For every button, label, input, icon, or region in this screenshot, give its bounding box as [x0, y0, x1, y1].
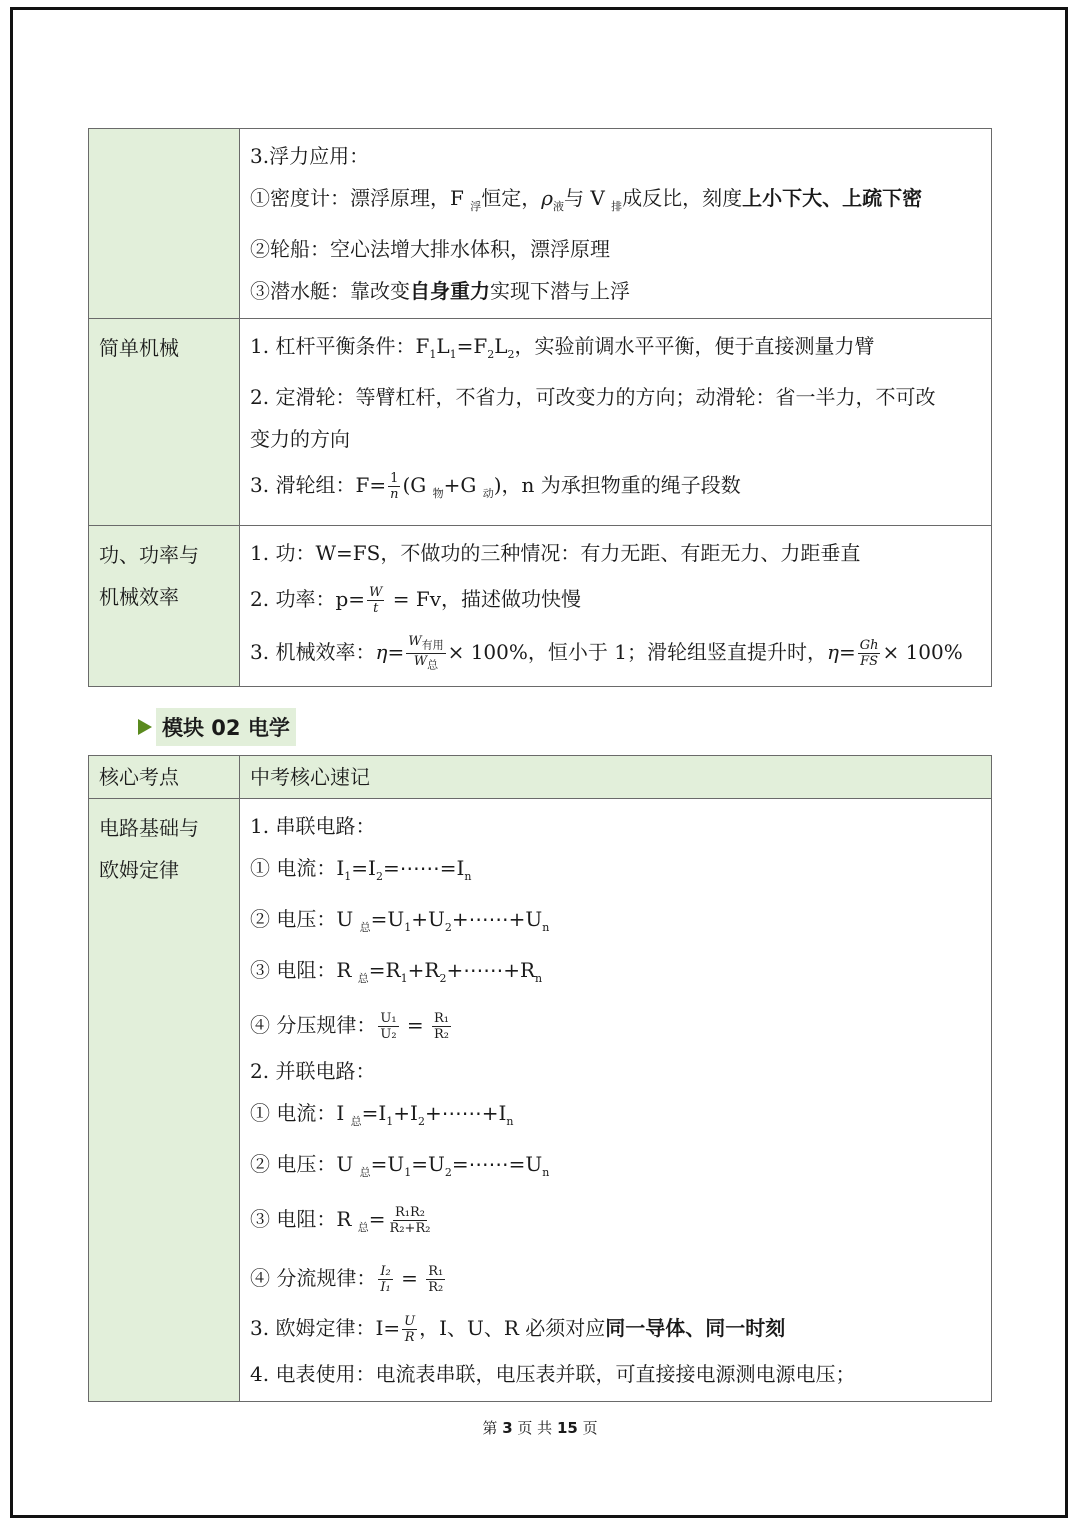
- fraction: [426, 1264, 445, 1295]
- text: +⋯⋯+U: [451, 907, 543, 931]
- list-item: [250, 1194, 981, 1253]
- subscript: 1: [400, 972, 408, 985]
- text: ④ 分流规律：: [250, 1266, 377, 1290]
- numerator: 1: [390, 471, 399, 486]
- text: 3. 滑轮组：F=: [250, 473, 387, 497]
- list-item: [250, 624, 981, 680]
- list-item: [250, 1303, 981, 1353]
- table-row: [89, 129, 992, 319]
- text: +R: [407, 958, 440, 982]
- footer-text: 页: [577, 1419, 598, 1437]
- list-item: [250, 1253, 981, 1303]
- numerator: Gh: [859, 638, 879, 653]
- table-row: [89, 526, 992, 687]
- fraction: [388, 1205, 433, 1236]
- subscript: n: [542, 921, 550, 934]
- text: 1. 杠杆平衡条件：F: [250, 334, 430, 358]
- denominator: FS: [860, 654, 879, 669]
- subscript: 1: [429, 348, 437, 361]
- row-content-buoyancy: [240, 129, 992, 319]
- text: +⋯⋯+I: [424, 1101, 507, 1125]
- fraction: [388, 471, 400, 502]
- text: 与 V: [564, 186, 612, 210]
- text: 3. 机械效率：: [250, 640, 376, 664]
- subscript: 总: [350, 1115, 362, 1128]
- denominator: R: [404, 1330, 415, 1345]
- subscript: 动: [482, 487, 494, 500]
- list-item: [250, 376, 981, 418]
- text: 2. 功率：p=: [250, 587, 365, 611]
- list-item: [250, 1050, 981, 1092]
- denominator: t: [373, 601, 379, 616]
- footer-text: 第: [482, 1419, 503, 1437]
- text: = Fv，描述做功快慢: [386, 587, 582, 611]
- row-label-empty: [89, 129, 240, 319]
- column-header: 核心考点: [89, 756, 240, 799]
- page-footer: [0, 1417, 1080, 1438]
- subscript: 1: [449, 348, 457, 361]
- table-row: [89, 319, 992, 526]
- text: =: [368, 1207, 386, 1231]
- subscript: 1: [386, 1115, 394, 1128]
- subscript: 排: [611, 200, 623, 213]
- numerator: R₁: [428, 1264, 444, 1279]
- symbol: η: [826, 640, 839, 664]
- list-item: [250, 325, 981, 376]
- row-content-work: [240, 526, 992, 687]
- text: 恒定，: [481, 186, 542, 210]
- module-title: 模块 02 电学: [156, 708, 296, 746]
- subscript: n: [464, 870, 472, 883]
- text: ② 电压：U: [250, 1152, 360, 1176]
- subscript: 总: [357, 1221, 369, 1234]
- text: =U: [370, 1152, 405, 1176]
- text: × 100%: [882, 640, 963, 664]
- text: 实现下潜与上浮: [490, 279, 630, 303]
- text: ① 电流：I: [250, 856, 345, 880]
- text: ②轮船：空心法增大排水体积，漂浮原理: [250, 237, 610, 261]
- text: =I: [361, 1101, 387, 1125]
- fraction: [402, 1314, 417, 1345]
- subscript: 浮: [470, 200, 482, 213]
- subscript: 有用: [421, 639, 444, 652]
- fraction: [432, 1011, 451, 1042]
- footer-text: 页 共: [512, 1419, 557, 1437]
- denominator-text: W: [413, 654, 428, 669]
- subscript: 2: [375, 870, 383, 883]
- row-label: [89, 526, 240, 687]
- text: 2. 并联电路：: [250, 1059, 376, 1083]
- text: 1. 功：W=FS，不做功的三种情况：有力无距、有距无力、力距垂直: [250, 541, 861, 565]
- text: 4. 电表使用：电流表串联，电压表并联，可直接接电源测电源电压；: [250, 1362, 856, 1386]
- numerator: R₁R₂: [395, 1205, 425, 1220]
- row-label: [89, 799, 240, 1402]
- text: × 100%，恒小于 1；滑轮组竖直提升时，: [447, 640, 827, 664]
- text: ，实验前调水平平衡，便于直接测量力臂: [514, 334, 875, 358]
- text: +U: [411, 907, 445, 931]
- subscript: 1: [344, 870, 352, 883]
- subscript: 2: [444, 1166, 452, 1179]
- subscript: 2: [417, 1115, 425, 1128]
- fraction: [378, 1264, 392, 1295]
- text: =: [387, 640, 405, 664]
- symbol: η: [375, 640, 388, 664]
- denominator: [412, 654, 440, 673]
- list-item: [250, 1143, 981, 1194]
- text: +⋯⋯+R: [446, 958, 536, 982]
- list-item: [250, 532, 981, 574]
- numerator: R₁: [434, 1011, 450, 1026]
- subscript: 总: [357, 972, 369, 985]
- table-header-row: [89, 756, 992, 799]
- text: +I: [393, 1101, 418, 1125]
- text: ，I、U、R 必须对应: [419, 1316, 606, 1340]
- text: =: [394, 1266, 425, 1290]
- text: ③潜水艇：靠改变: [250, 279, 410, 303]
- list-item: [250, 949, 981, 1000]
- text: =: [400, 1013, 431, 1037]
- subscript: 1: [404, 1166, 412, 1179]
- subscript: 液: [553, 200, 564, 213]
- label-text: 欧姆定律: [99, 858, 179, 882]
- subscript: 总: [427, 658, 439, 672]
- label-text: 机械效率: [99, 585, 179, 609]
- table-row: [89, 799, 992, 1402]
- bold-text: 同一导体、同一时刻: [605, 1316, 786, 1340]
- text: )，n 为承担物重的绳子段数: [493, 473, 741, 497]
- numerator-text: W: [408, 634, 422, 650]
- electricity-table: [88, 755, 992, 1402]
- text: L: [436, 334, 450, 358]
- bold-text: 自身重力: [410, 279, 490, 303]
- subscript: 2: [507, 348, 515, 361]
- subscript: 2: [444, 921, 452, 934]
- text: =I: [351, 856, 376, 880]
- row-content-machines: [240, 319, 992, 526]
- numerator: U₁: [380, 1011, 397, 1026]
- text: ③ 电阻：R: [250, 1207, 358, 1231]
- arrow-icon: [138, 719, 152, 735]
- text: ② 电压：U: [250, 907, 360, 931]
- list-item: [250, 847, 981, 898]
- fraction: [858, 638, 881, 669]
- fraction: [378, 1011, 398, 1042]
- list-item: [250, 574, 981, 624]
- list-item: [250, 228, 981, 270]
- subscript: n: [506, 1115, 514, 1128]
- text: 3.浮力应用：: [250, 144, 370, 168]
- text: L: [494, 334, 508, 358]
- subscript: 2: [439, 972, 447, 985]
- text: 3. 欧姆定律：I=: [250, 1316, 401, 1340]
- bold-text: 上小下大、上疏下密: [742, 186, 923, 210]
- text: ③ 电阻：R: [250, 958, 358, 982]
- text: ①密度计：漂浮原理，F: [250, 186, 471, 210]
- text: 1. 串联电路：: [250, 814, 376, 838]
- subscript: n: [535, 972, 543, 985]
- text: =U: [370, 907, 405, 931]
- list-item: [250, 177, 981, 228]
- list-item: [250, 460, 981, 519]
- denominator: R₂+R₂: [389, 1221, 431, 1236]
- text: (G: [402, 473, 433, 497]
- text: ① 电流：I: [250, 1101, 351, 1125]
- text: =: [838, 640, 856, 664]
- symbol: ρ: [541, 186, 553, 210]
- numerator: W: [369, 585, 383, 600]
- text: 变力的方向: [250, 427, 350, 451]
- list-item: [250, 1000, 981, 1050]
- subscript: 总: [359, 921, 371, 934]
- fraction: [367, 585, 384, 616]
- text: =⋯⋯=I: [382, 856, 465, 880]
- numerator: U: [404, 1314, 416, 1329]
- list-item: [250, 1353, 981, 1395]
- total-pages: 15: [556, 1419, 578, 1437]
- text: =R: [368, 958, 401, 982]
- label-text: 功、功率与: [99, 543, 199, 567]
- subscript: 1: [404, 921, 412, 934]
- denominator: I₁: [380, 1280, 391, 1295]
- row-content-circuits: [240, 799, 992, 1402]
- numerator: I₂: [380, 1264, 391, 1279]
- list-item: [250, 270, 981, 312]
- text: 2. 定滑轮：等臂杠杆，不省力，可改变力的方向；动滑轮：省一半力，不可改: [250, 385, 936, 409]
- column-header: 中考核心速记: [240, 756, 992, 799]
- list-item: [250, 135, 981, 177]
- module-heading: [138, 707, 296, 747]
- numerator: [406, 634, 445, 654]
- mechanics-table: [88, 128, 992, 687]
- fraction: [406, 634, 445, 672]
- text: +G: [443, 473, 483, 497]
- row-label: [89, 319, 240, 526]
- text: =U: [411, 1152, 445, 1176]
- denominator: U₂: [380, 1027, 397, 1042]
- list-item: [250, 418, 981, 460]
- subscript: 物: [432, 487, 444, 500]
- text: ④ 分压规律：: [250, 1013, 377, 1037]
- subscript: n: [542, 1166, 550, 1179]
- list-item: [250, 898, 981, 949]
- denominator: R₂: [434, 1027, 450, 1042]
- page-number: 3: [502, 1419, 513, 1437]
- text: 成反比，刻度: [622, 186, 743, 210]
- denominator: n: [390, 487, 399, 502]
- denominator: R₂: [428, 1280, 444, 1295]
- list-item: [250, 1092, 981, 1143]
- subscript: 2: [487, 348, 495, 361]
- text: =⋯⋯=U: [451, 1152, 543, 1176]
- label-text: 简单机械: [99, 336, 179, 360]
- list-item: [250, 805, 981, 847]
- text: =F: [456, 334, 488, 358]
- label-text: 电路基础与: [99, 816, 199, 840]
- subscript: 总: [359, 1166, 371, 1179]
